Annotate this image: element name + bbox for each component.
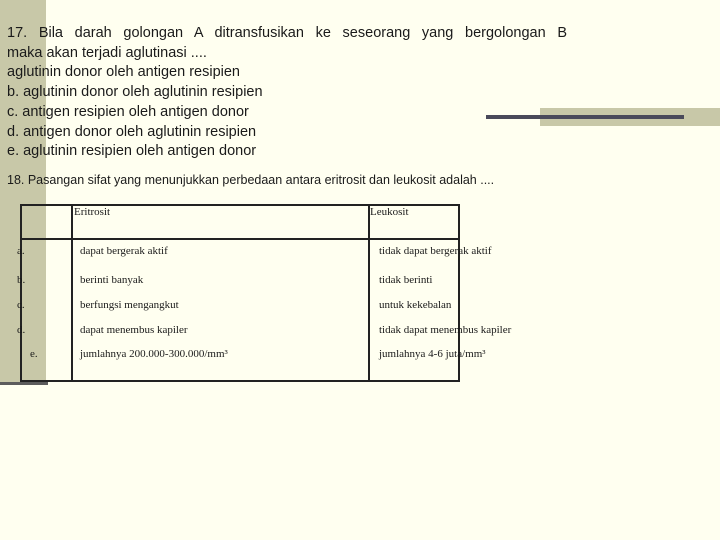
question-17-option-e: e. aglutinin resipien oleh antigen donor xyxy=(7,143,257,160)
table-row-b-eritrosit: berinti banyak xyxy=(80,274,144,286)
table-row-e-label: e. xyxy=(30,348,38,360)
question-17-option-b: b. aglutinin donor oleh aglutinin resipien xyxy=(7,84,263,101)
table-header-eritrosit: Eritrosit xyxy=(74,206,111,218)
table-column-divider-1 xyxy=(71,204,73,382)
table-row-a-leukosit: tidak dapat bergerak aktif xyxy=(379,245,492,257)
table-row-b-leukosit: tidak berinti xyxy=(379,274,433,286)
table-row-d-eritrosit: dapat menembus kapiler xyxy=(80,324,188,336)
decorative-left-line xyxy=(0,382,48,385)
table-column-divider-2 xyxy=(368,204,370,382)
table-header-border xyxy=(20,238,460,240)
question-18-stem: 18. Pasangan sifat yang menunjukkan perbedaan antara eritrosit dan leukosit adalah .... xyxy=(7,173,495,187)
table-row-c-eritrosit: berfungsi mengangkut xyxy=(80,299,179,311)
table-row-b-label: b. xyxy=(17,274,26,286)
table-row-d-label: d. xyxy=(17,324,26,336)
table-row-a-label: a. xyxy=(17,245,25,257)
comparison-table xyxy=(0,204,512,382)
table-row-a-eritrosit: dapat bergerak aktif xyxy=(80,245,168,257)
question-17-stem-line-1: 17. Bila darah golongan A ditransfusikan ke seseorang yang bergolongan B xyxy=(7,25,567,41)
table-row-d-leukosit: tidak dapat menembus kapiler xyxy=(379,324,512,336)
question-17-stem-line-2: maka akan terjadi aglutinasi .... xyxy=(7,44,207,61)
question-17-option-c: c. antigen resipien oleh antigen donor xyxy=(7,103,249,120)
table-left-border xyxy=(20,204,22,382)
question-17-option-a: aglutinin donor oleh antigen resipien xyxy=(7,64,240,81)
table-row-c-label: c. xyxy=(17,299,25,311)
table-row-e-leukosit: jumlahnya 4-6 juta/mm³ xyxy=(379,348,486,360)
question-17-option-d: d. antigen donor oleh aglutinin resipien xyxy=(7,123,257,140)
table-bottom-border xyxy=(20,380,460,382)
table-row-e-eritrosit: jumlahnya 200.000-300.000/mm³ xyxy=(80,348,228,360)
table-row-c-leukosit: untuk kekebalan xyxy=(379,299,452,311)
table-header-leukosit: Leukosit xyxy=(370,206,409,218)
question-17 xyxy=(7,24,567,162)
